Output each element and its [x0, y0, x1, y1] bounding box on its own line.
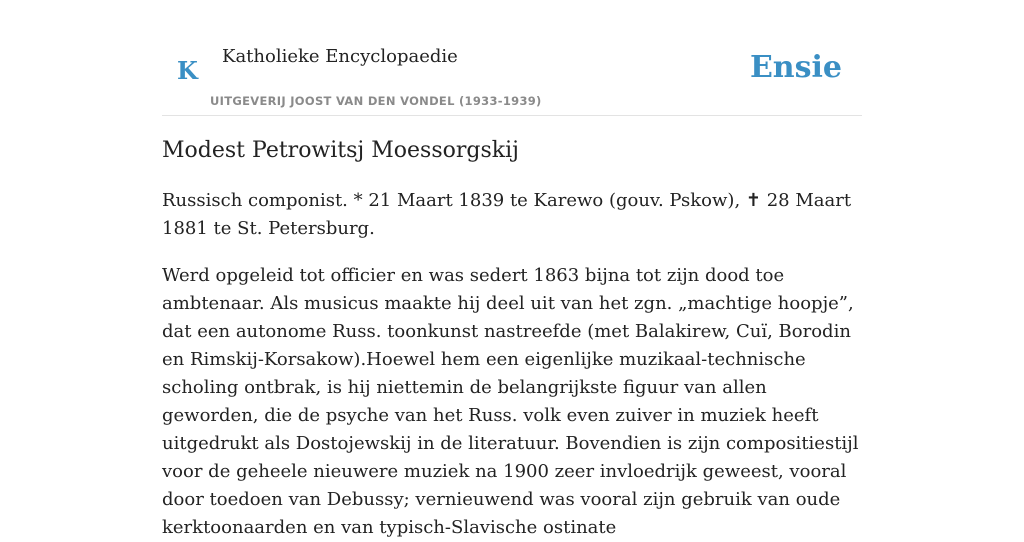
article-title: Modest Petrowitsj Moessorgskij: [162, 138, 519, 163]
publisher-label: UITGEVERIJ JOOST VAN DEN VONDEL (1933-1939): [210, 94, 542, 108]
encyclopedia-logo-icon[interactable]: K: [177, 56, 198, 85]
ensie-brand-logo[interactable]: Ensie: [749, 50, 842, 85]
article: [162, 138, 864, 542]
site-title[interactable]: Katholieke Encyclopaedie: [222, 46, 458, 67]
article-paragraph: Werd opgeleid tot officier en was sedert 1863 bijna tot zijn dood toe ambtenaar. Als musicus maakte hij deel uit van het zgn. „machtige hoopje”, dat een autonome Russ. toonkunst nastreefde (met Balakirew, Cuï, Borodin en Rimskij-Korsakow).Hoewel hem een eigenlijke muzikaal-technische scholing ontbrak, is hij niettemin de belangrijkste figuur van allen geworden, die de psyche van het Russ. volk even zuiver in muziek heeft uitgedrukt als Dostojewskij in de literatuur. Bovendien is zijn compositiestijl voor de geheele nieuwere muziek na 1900 zeer invloedrijk geweest, vooral door toedoen van Debussy; vernieuwend was vooral zijn gebruik van oude kerktoonaarden en van typisch-Slavische ostinate: [162, 265, 859, 538]
article-paragraph: Russisch componist. * 21 Maart 1839 te Karewo (gouv. Pskow), ✝ 28 Maart 1881 te St. Petersburg.: [162, 190, 852, 239]
site-header: [162, 30, 862, 116]
